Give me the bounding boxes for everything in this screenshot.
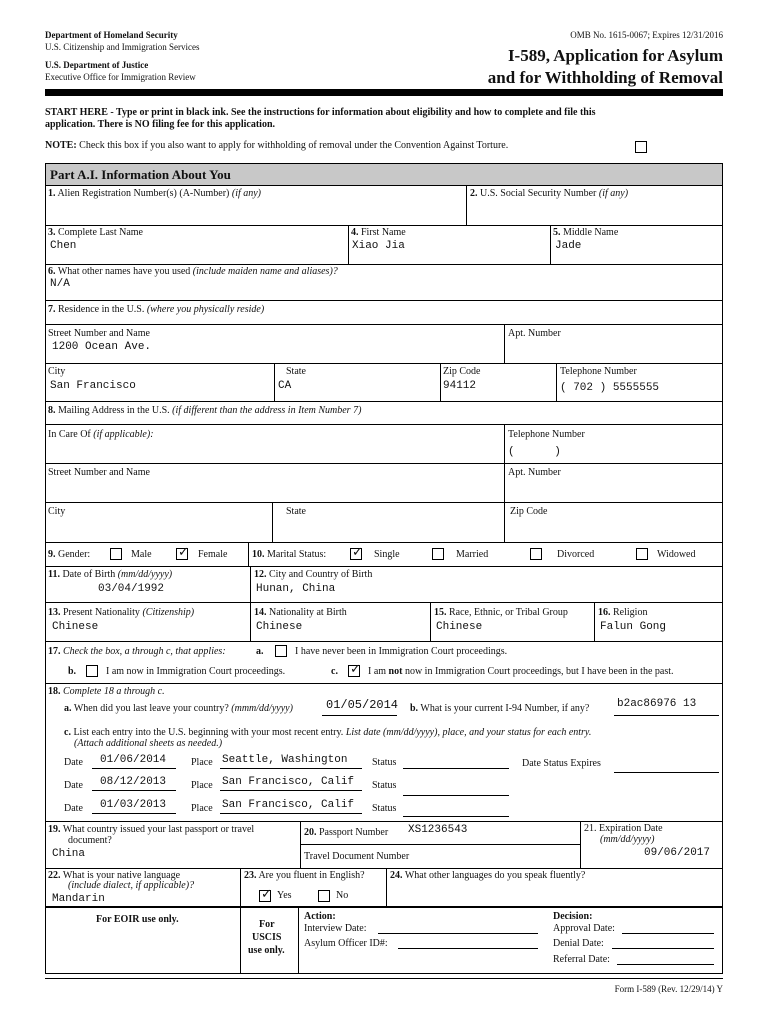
entry-date-label: Date — [64, 780, 83, 791]
q18a-text: a. When did you last leave your country? (mmm/dd/yyyy) — [64, 703, 293, 714]
entry-place-input[interactable]: San Francisco, Calif — [222, 799, 355, 811]
expiration-date-input[interactable]: 09/06/2017 — [644, 847, 711, 859]
q24-label: 24. What other languages do you speak fluently? — [390, 870, 586, 881]
q22-hint: (include dialect, if applicable)? — [68, 880, 195, 891]
mail-street-input[interactable] — [50, 482, 490, 498]
part-a-title: Part A.I. Information About You — [50, 167, 231, 182]
q15-label: 15. Race, Ethnic, or Tribal Group — [434, 607, 568, 618]
last-left-date-input[interactable]: 01/05/2014 — [326, 698, 399, 712]
q17a-marker: a. — [256, 646, 264, 657]
start-here-2: application. There is NO filing fee for this application. — [45, 119, 276, 130]
q1-label: 1. Alien Registration Number(s) (A-Number) (if any) — [48, 188, 262, 199]
date-status-expires-label: Date Status Expires — [522, 758, 601, 769]
travel-doc-label: Travel Document Number — [304, 851, 410, 862]
action-label: Action: — [304, 911, 336, 922]
q20-label: 20. Passport Number — [304, 827, 389, 838]
q18c-text: c. List each entry into the U.S. beginning with your most recent entry. List date (mm/dd/yyyy), place, and your status for each entry. — [64, 727, 592, 738]
english-yes-checkbox[interactable] — [259, 890, 271, 902]
first-name-input[interactable]: Xiao Jia — [352, 240, 405, 252]
entry-date-label: Date — [64, 757, 83, 768]
entry-place-label: Place — [191, 757, 213, 768]
divorced-checkbox[interactable] — [530, 548, 542, 560]
q18c-hint: (Attach additional sheets as needed.) — [74, 738, 223, 749]
street-input[interactable]: 1200 Ocean Ave. — [52, 341, 152, 353]
form-title-1: I-589, Application for Asylum — [507, 46, 723, 65]
ssn-input[interactable] — [470, 204, 710, 220]
approval-date-label: Approval Date: — [553, 923, 615, 934]
care-of-label: In Care Of (if applicable): — [48, 429, 154, 440]
entry-date-input[interactable]: 08/12/2013 — [100, 776, 167, 788]
city-input[interactable]: San Francisco — [50, 380, 136, 392]
male-checkbox[interactable] — [110, 548, 122, 560]
last-name-input[interactable]: Chen — [50, 240, 77, 252]
q16-label: 16. Religion — [598, 607, 648, 618]
q7-label: 7. Residence in the U.S. (where you physically reside) — [48, 304, 265, 315]
omb-number: OMB No. 1615-0067; Expires 12/31/2016 — [570, 30, 723, 40]
entry-date-input[interactable]: 01/03/2013 — [100, 799, 167, 811]
dept-homeland: Department of Homeland Security — [45, 30, 178, 40]
form-footer: Form I-589 (Rev. 12/29/14) Y — [614, 984, 723, 994]
apt-input[interactable] — [510, 341, 710, 357]
male-label: Male — [131, 549, 152, 560]
passport-country-input[interactable]: China — [52, 848, 86, 860]
q11-label: 11. Date of Birth (mm/dd/yyyy) — [48, 569, 173, 580]
q10-label: 10. Marital Status: — [252, 549, 327, 560]
q3-label: 3. Complete Last Name — [48, 227, 143, 238]
dob-input[interactable]: 03/04/1992 — [98, 583, 165, 595]
q17b-marker: b. — [68, 666, 77, 677]
q2-label: 2. U.S. Social Security Number (if any) — [470, 188, 629, 199]
never-in-court-checkbox[interactable] — [275, 645, 287, 657]
eoir-use-label: For EOIR use only. — [96, 914, 179, 925]
form-title-2: and for Withholding of Removal — [487, 68, 723, 87]
married-checkbox[interactable] — [432, 548, 444, 560]
now-in-court-checkbox[interactable] — [86, 665, 98, 677]
english-no-checkbox[interactable] — [318, 890, 330, 902]
q23-label: 23. Are you fluent in English? — [244, 870, 365, 881]
q4-label: 4. First Name — [351, 227, 406, 238]
i94-input[interactable]: b2ac86976 13 — [617, 698, 697, 710]
q17b-text: I am now in Immigration Court proceedings. — [106, 666, 286, 677]
nationality-input[interactable]: Chinese — [52, 621, 99, 633]
officer-id-label: Asylum Officer ID#: — [304, 938, 388, 949]
denial-date-label: Denial Date: — [553, 938, 604, 949]
no-label: No — [336, 890, 349, 901]
birth-place-input[interactable]: Hunan, China — [256, 583, 336, 595]
decision-label: Decision: — [553, 911, 593, 922]
q17c-marker: c. — [331, 666, 338, 677]
mail-street-label: Street Number and Name — [48, 467, 150, 478]
entry-status-input[interactable] — [406, 776, 506, 790]
travel-doc-input[interactable] — [440, 850, 570, 864]
q18b-text: b. What is your current I-94 Number, if any? — [410, 703, 590, 714]
apt-label: Apt. Number — [508, 328, 561, 339]
religion-input[interactable]: Falun Gong — [600, 621, 667, 633]
entry-status-input[interactable] — [406, 799, 506, 813]
zip-input[interactable]: 94112 — [443, 380, 477, 392]
q14-label: 14. Nationality at Birth — [254, 607, 347, 618]
state-label: State — [286, 366, 306, 377]
female-label: Female — [198, 549, 228, 560]
mail-phone-input[interactable]: ( ) — [508, 446, 561, 458]
start-here: START HERE - Type or print in black ink. See the instructions for information about eligibility and how to complete and file this — [45, 107, 596, 118]
dept-justice: U.S. Department of Justice — [45, 60, 149, 70]
note-label: NOTE: — [45, 140, 77, 151]
mail-zip-label: Zip Code — [510, 506, 548, 517]
single-checkbox[interactable] — [350, 548, 362, 560]
a-number-input[interactable] — [50, 204, 450, 220]
q17a-text: I have never been in Immigration Court proceedings. — [295, 646, 508, 657]
mail-phone-label: Telephone Number — [508, 429, 585, 440]
entry-place-label: Place — [191, 780, 213, 791]
q8-label: 8. Mailing Address in the U.S. (if different than the address in Item Number 7) — [48, 405, 362, 416]
other-names-input[interactable]: N/A — [50, 278, 70, 290]
q12-label: 12. City and Country of Birth — [254, 569, 373, 580]
cat-withholding-checkbox[interactable] — [635, 141, 647, 153]
q22-label: 22. What is your native language — [48, 870, 181, 881]
passport-number-input[interactable]: XS1236543 — [408, 824, 468, 836]
middle-name-input[interactable]: Jade — [555, 240, 582, 252]
uscis-use-3: use only. — [248, 945, 285, 956]
entry-status-label: Status — [372, 780, 397, 791]
q6-label: 6. What other names have you used (include maiden name and aliases)? — [48, 266, 338, 277]
divorced-label: Divorced — [557, 549, 595, 560]
entry-date-input[interactable]: 01/06/2014 — [100, 754, 167, 766]
entry-place-input[interactable]: Seattle, Washington — [222, 754, 348, 766]
single-label: Single — [374, 549, 400, 560]
widowed-label: Widowed — [657, 549, 696, 560]
entry-date-label: Date — [64, 803, 83, 814]
header-rule — [45, 89, 723, 96]
widowed-checkbox[interactable] — [636, 548, 648, 560]
office-rule — [45, 906, 723, 908]
mail-city-label: City — [48, 506, 66, 517]
q17-label: 17. Check the box, a through c, that applies: — [48, 646, 226, 657]
uscis-use-2: USCIS — [252, 932, 282, 943]
q5-label: 5. Middle Name — [553, 227, 619, 238]
q19-label-2: document? — [68, 835, 112, 846]
q21-hint: (mm/dd/yyyy) — [600, 834, 655, 845]
street-label: Street Number and Name — [48, 328, 150, 339]
past-in-court-checkbox[interactable] — [348, 665, 360, 677]
entry-status-label: Status — [372, 803, 397, 814]
interview-date-label: Interview Date: — [304, 923, 367, 934]
other-languages-input[interactable] — [392, 888, 712, 902]
phone-label: Telephone Number — [560, 366, 637, 377]
q21-label: 21. Expiration Date — [584, 823, 663, 834]
entry-place-input[interactable]: San Francisco, Calif — [222, 776, 355, 788]
zip-label: Zip Code — [443, 366, 481, 377]
yes-label: Yes — [277, 890, 292, 901]
ethnic-group-input[interactable]: Chinese — [436, 621, 483, 633]
phone-input[interactable]: ( 702 ) 5555555 — [560, 382, 660, 394]
entry-status-label: Status — [372, 757, 397, 768]
note-text: Check this box if you also want to apply for withholding of removal under the Convention Against Torture. — [79, 140, 509, 151]
female-checkbox[interactable] — [176, 548, 188, 560]
q17c-text: I am not now in Immigration Court proceedings, but I have been in the past. — [368, 666, 674, 677]
referral-date-label: Referral Date: — [553, 954, 610, 965]
state-input[interactable]: CA — [278, 380, 292, 392]
q19-label: 19. What country issued your last passport or travel — [48, 824, 255, 835]
entry-place-label: Place — [191, 803, 213, 814]
married-label: Married — [456, 549, 489, 560]
native-language-input[interactable]: Mandarin — [52, 893, 105, 905]
q18-label: 18. Complete 18 a through c. — [48, 686, 165, 697]
city-label: City — [48, 366, 66, 377]
birth-nationality-input[interactable]: Chinese — [256, 621, 303, 633]
mail-apt-label: Apt. Number — [508, 467, 561, 478]
note-line — [45, 140, 508, 151]
care-of-input[interactable] — [50, 444, 490, 460]
q13-label: 13. Present Nationality (Citizenship) — [48, 607, 195, 618]
q9-label: 9. Gender: — [48, 549, 91, 560]
dept-eoir: Executive Office for Immigration Review — [45, 72, 196, 82]
dept-uscis: U.S. Citizenship and Immigration Services — [45, 42, 200, 52]
entry-status-input[interactable] — [406, 754, 506, 768]
uscis-use-1: For — [259, 919, 275, 930]
mail-state-label: State — [286, 506, 306, 517]
